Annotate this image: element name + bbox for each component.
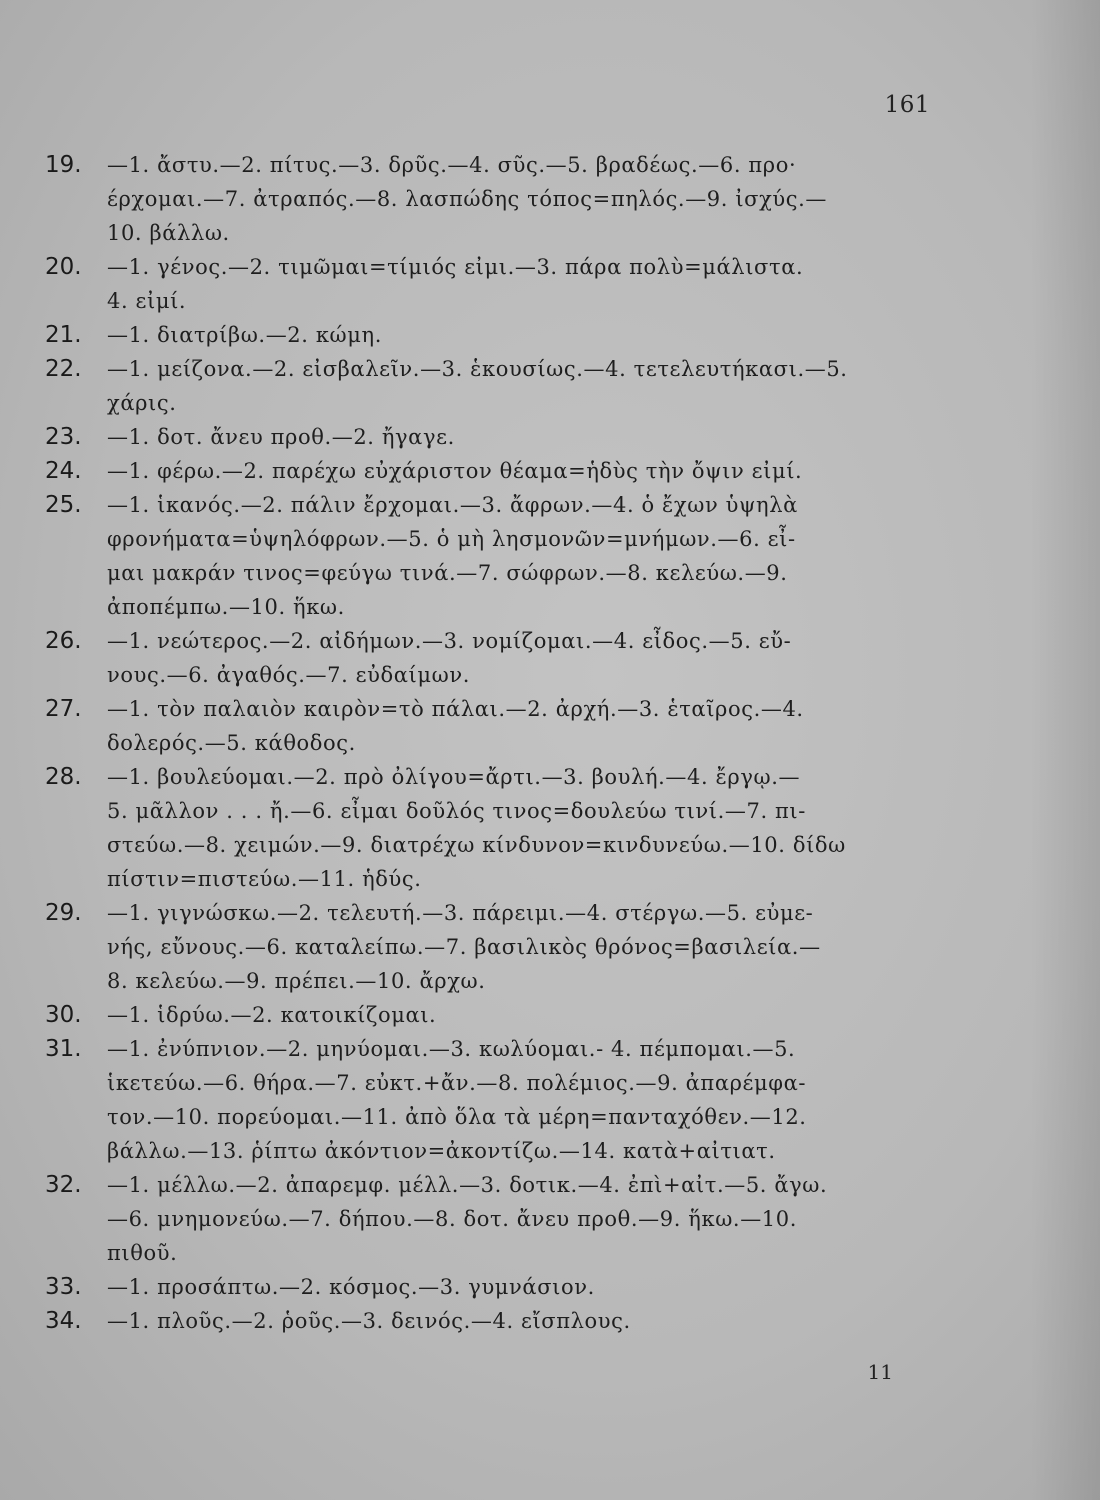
entry-line: 8. κελεύω.—9. πρέπει.—10. ἄρχω. (107, 969, 486, 993)
entry-number: 22. (45, 356, 82, 382)
entry-number: 26. (45, 628, 82, 654)
entry-24 (45, 454, 945, 488)
entry-line: —1. διατρίβω.—2. κώμη. (107, 323, 382, 347)
entry-number: 19. (45, 152, 82, 178)
entry-number: 21. (45, 322, 82, 348)
entry-33 (45, 1270, 945, 1304)
entry-text (107, 352, 945, 420)
entry-text (107, 1168, 945, 1270)
entry-number: 25. (45, 492, 82, 518)
entry-number: 33. (45, 1274, 82, 1300)
entry-text (107, 896, 945, 998)
entry-21 (45, 318, 945, 352)
entry-line: χάρις. (107, 391, 177, 415)
entry-27 (45, 692, 945, 760)
entry-32 (45, 1168, 945, 1270)
entry-line: 10. βάλλω. (107, 221, 230, 245)
entry-26 (45, 624, 945, 692)
entry-text (107, 318, 945, 352)
entry-25 (45, 488, 945, 624)
entry-text (107, 488, 945, 624)
entry-line: ἱκετεύω.—6. θήρα.—7. εὐκτ.+ἄν.—8. πολέμιος.—9. ἀπαρέμφα- (107, 1071, 807, 1095)
entry-number: 31. (45, 1036, 82, 1062)
entry-line: νους.—6. ἀγαθός.—7. εὐδαίμων. (107, 663, 470, 687)
entry-line: πίστιν=πιστεύω.—11. ἡδύς. (107, 867, 422, 891)
entry-number: 20. (45, 254, 82, 280)
entry-line: —1. γένος.—2. τιμῶμαι=τίμιός εἰμι.—3. πάρα πολὺ=μάλιστα. (107, 255, 804, 279)
entry-line: έρχομαι.—7. ἀτραπός.—8. λασπώδης τόπος=πηλός.—9. ἰσχύς.— (107, 187, 828, 211)
entry-19 (45, 148, 945, 250)
entry-text (107, 454, 945, 488)
answer-key-entries (45, 148, 945, 1338)
entry-line: φρονήματα=ὑψηλόφρων.—5. ὁ μὴ λησμονῶν=μνήμων.—6. εἶ- (107, 527, 796, 551)
entry-line: —1. ἄστυ.—2. πίτυς.—3. δρῦς.—4. σῦς.—5. βραδέως.—6. προ· (107, 153, 797, 177)
entry-line: βάλλω.—13. ῥίπτω ἀκόντιον=ἀκοντίζω.—14. κατὰ+αἰτιατ. (107, 1139, 776, 1163)
entry-line: —1. πλοῦς.—2. ῥοῦς.—3. δεινός.—4. εἴσπλους. (107, 1309, 631, 1333)
entry-number: 34. (45, 1308, 82, 1334)
page-number: 161 (884, 92, 930, 118)
entry-line: —1. ἱδρύω.—2. κατοικίζομαι. (107, 1003, 437, 1027)
entry-line: —1. δοτ. ἄνευ προθ.—2. ἤγαγε. (107, 425, 455, 449)
entry-line: τον.—10. πορεύομαι.—11. ἀπὸ ὅλα τὰ μέρη=πανταχόθεν.—12. (107, 1105, 807, 1129)
entry-line: 5. μᾶλλον . . . ἤ.—6. εἶμαι δοῦλός τινος=δουλεύω τινί.—7. πι- (107, 799, 806, 823)
entry-number: 27. (45, 696, 82, 722)
entry-line: —1. προσάπτω.—2. κόσμος.—3. γυμνάσιον. (107, 1275, 595, 1299)
entry-text (107, 1270, 945, 1304)
entry-22 (45, 352, 945, 420)
entry-line: —6. μνημονεύω.—7. δήπου.—8. δοτ. ἄνευ προθ.—9. ἥκω.—10. (107, 1207, 797, 1231)
entry-line: νής, εὔνους.—6. καταλείπω.—7. βασιλικὸς θρόνος=βασιλεία.— (107, 935, 821, 959)
entry-line: —1. βουλεύομαι.—2. πρὸ ὀλίγου=ἄρτι.—3. βουλή.—4. ἔργῳ.— (107, 765, 801, 789)
entry-line: —1. γιγνώσκω.—2. τελευτή.—3. πάρειμι.—4. στέργω.—5. εὐμε- (107, 901, 814, 925)
entry-text (107, 998, 945, 1032)
entry-number: 23. (45, 424, 82, 450)
entry-28 (45, 760, 945, 896)
entry-line: —1. μείζονα.—2. εἰσβαλεῖν.—3. ἑκουσίως.—4. τετελευτήκασι.—5. (107, 357, 848, 381)
entry-text (107, 692, 945, 760)
entry-line: μαι μακράν τινος=φεύγω τινά.—7. σώφρων.—8. κελεύω.—9. (107, 561, 788, 585)
entry-line: —1. νεώτερος.—2. αἰδήμων.—3. νομίζομαι.—4. εἶδος.—5. εὔ- (107, 629, 792, 653)
entry-text (107, 420, 945, 454)
entry-line: —1. μέλλω.—2. ἀπαρεμφ. μέλλ.—3. δοτικ.—4. ἐπὶ+αἰτ.—5. ἄγω. (107, 1173, 828, 1197)
entry-number: 24. (45, 458, 82, 484)
entry-line: ἀποπέμπω.—10. ἥκω. (107, 595, 345, 619)
entry-text (107, 760, 945, 896)
signature-number: 11 (867, 1360, 893, 1384)
page-edge-shadow (1030, 0, 1100, 1500)
entry-20 (45, 250, 945, 318)
entry-line: πιθοῦ. (107, 1241, 178, 1265)
entry-line: —1. ἱκανός.—2. πάλιν ἔρχομαι.—3. ἄφρων.—4. ὁ ἔχων ὑψηλὰ (107, 493, 798, 517)
entry-34 (45, 1304, 945, 1338)
entry-line: —1. φέρω.—2. παρέχω εὐχάριστον θέαμα=ἡδὺς τὴν ὄψιν εἰμί. (107, 459, 803, 483)
entry-29 (45, 896, 945, 998)
entry-30 (45, 998, 945, 1032)
entry-text (107, 624, 945, 692)
entry-line: 4. εἰμί. (107, 289, 187, 313)
entry-text (107, 1032, 945, 1168)
entry-text (107, 148, 945, 250)
entry-23 (45, 420, 945, 454)
entry-number: 30. (45, 1002, 82, 1028)
entry-number: 28. (45, 764, 82, 790)
entry-text (107, 1304, 945, 1338)
entry-line: —1. τὸν παλαιὸν καιρὸν=τὸ πάλαι.—2. ἀρχή.—3. ἑταῖρος.—4. (107, 697, 804, 721)
entry-line: δολερός.—5. κάθοδος. (107, 731, 356, 755)
entry-line: —1. ἐνύπνιον.—2. μηνύομαι.—3. κωλύομαι.- 4. πέμπομαι.—5. (107, 1037, 796, 1061)
entry-number: 29. (45, 900, 82, 926)
entry-31 (45, 1032, 945, 1168)
entry-line: στεύω.—8. χειμών.—9. διατρέχω κίνδυνον=κινδυνεύω.—10. δίδω (107, 833, 846, 857)
entry-number: 32. (45, 1172, 82, 1198)
entry-text (107, 250, 945, 318)
